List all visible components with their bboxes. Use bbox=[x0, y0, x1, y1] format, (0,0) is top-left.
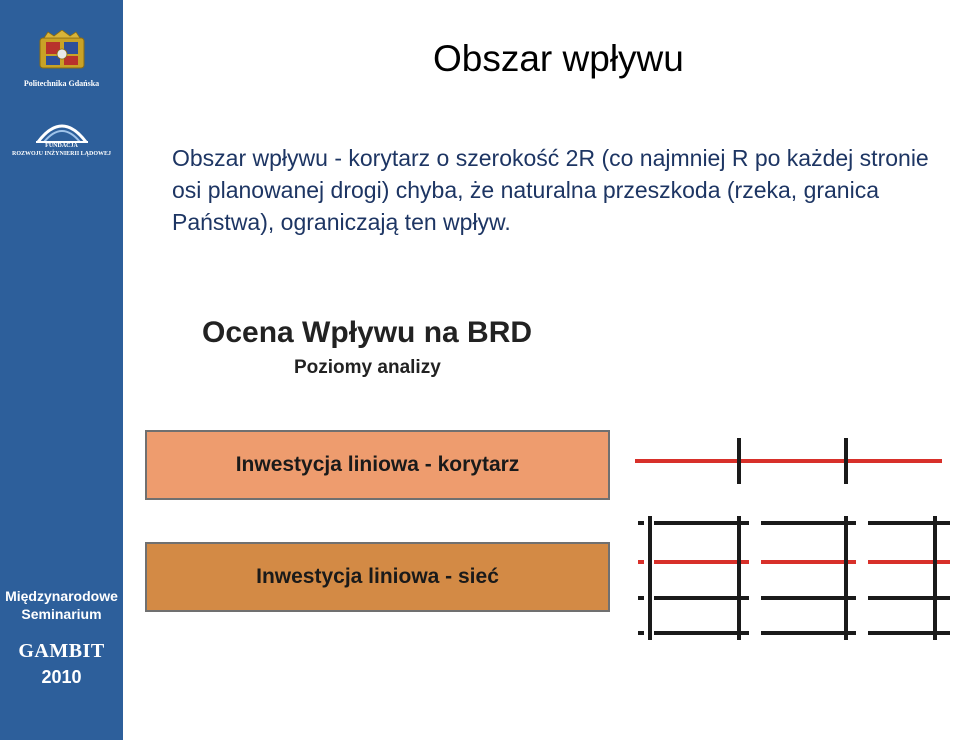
slide-title: Obszar wpływu bbox=[433, 38, 684, 79]
level-box-corridor bbox=[145, 430, 610, 500]
network-diagram bbox=[638, 516, 950, 640]
level-label-network: Inwestycja liniowa - sieć bbox=[256, 565, 499, 588]
seminar-label-line1: Międzynarodowe bbox=[5, 588, 118, 604]
foundation-name-line2: ROZWOJU INŻYNIERII LĄDOWEJ bbox=[11, 151, 111, 157]
bridge-icon bbox=[36, 116, 88, 144]
level-label-corridor: Inwestycja liniowa - korytarz bbox=[235, 453, 520, 476]
sidebar bbox=[0, 0, 123, 740]
corridor-diagram bbox=[635, 438, 942, 484]
road-network-diagram bbox=[630, 430, 955, 645]
seminar-label-line2: Seminarium bbox=[21, 606, 102, 622]
foundation-name-line1: FUNDACJA bbox=[45, 143, 78, 149]
university-name: Politechnika Gdańska bbox=[23, 79, 100, 88]
figure-subheading: Poziomy analizy bbox=[294, 357, 441, 378]
level-box-network bbox=[145, 542, 610, 612]
university-crest-logo bbox=[34, 30, 90, 70]
slide-paragraph: Obszar wpływu - korytarz o szerokość 2R (co najmniej R po każdej stronie osi planowanej drogi) chyba, że naturalna przeszkoda (rzeka, granica Państwa), ograniczają ten wpływ. bbox=[172, 145, 929, 235]
event-year: 2010 bbox=[41, 667, 82, 687]
figure-heading: Ocena Wpływu na BRD bbox=[202, 316, 533, 349]
event-name: GAMBIT bbox=[18, 640, 105, 662]
